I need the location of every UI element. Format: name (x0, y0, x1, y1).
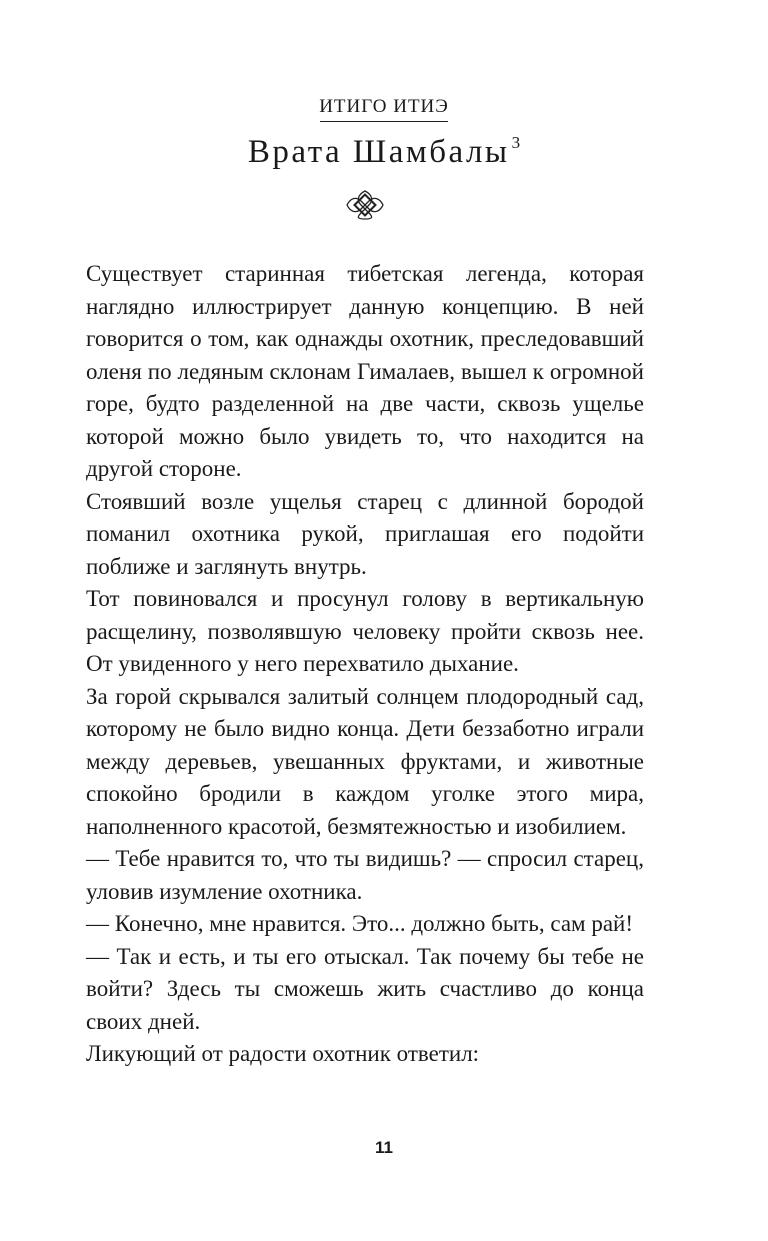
dialogue-line: — Конечно, мне нравится. Это... должно быть, сам рай! (86, 911, 634, 936)
paragraph: Тот повиновался и просунул голову в вертикальную расщелину, позволявшую человеку пройти сквозь нее. От увиденного у него перехватило дыхание. (86, 586, 644, 676)
paragraph: Ликующий от радости охотник ответил: (86, 1041, 480, 1066)
chapter-title (0, 133, 768, 171)
endless-knot-icon (343, 188, 387, 222)
chapter-title-text: Врата Шамбалы (247, 134, 510, 170)
author-underline (320, 121, 448, 122)
paragraph: Существует старинная тибетская легенда, которая наглядно иллюстрирует данную концепцию. В ней говорится о том, как однажды охотник, преследовавший оленя по ледяным склонам Гималаев, вышел к огромной горе, будто разделенной на две части, сквозь ущелье которой можно было увидеть то, что находится на другой стороне. (86, 261, 644, 481)
body-text (86, 258, 644, 1071)
footnote-marker: 3 (511, 133, 521, 152)
dialogue-line: — Тебе нравится то, что ты видишь? — спросил старец, уловив изумление охотника. (86, 846, 644, 904)
chapter-author: ИТИГО ИТИЭ (319, 96, 449, 117)
dialogue-line: — Так и есть, и ты его отыскал. Так почему бы тебе не войти? Здесь ты сможешь жить счастливо до конца своих дней. (86, 943, 644, 1034)
paragraph: За горой скрывался залитый солнцем плодородный сад, которому не было видно конца. Дети беззаботно играли между деревьев, увешанных фруктами, и животные спокойно бродили в каждом уголке этого мира, наполненного красотой, безмятежностью и изобилием. (86, 683, 644, 839)
paragraph: Стоявший возле ущелья старец с длинной бородой поманил охотника рукой, приглашая его подойти поближе и заглянуть внутрь. (86, 488, 644, 579)
page-number: 11 (375, 1138, 393, 1157)
